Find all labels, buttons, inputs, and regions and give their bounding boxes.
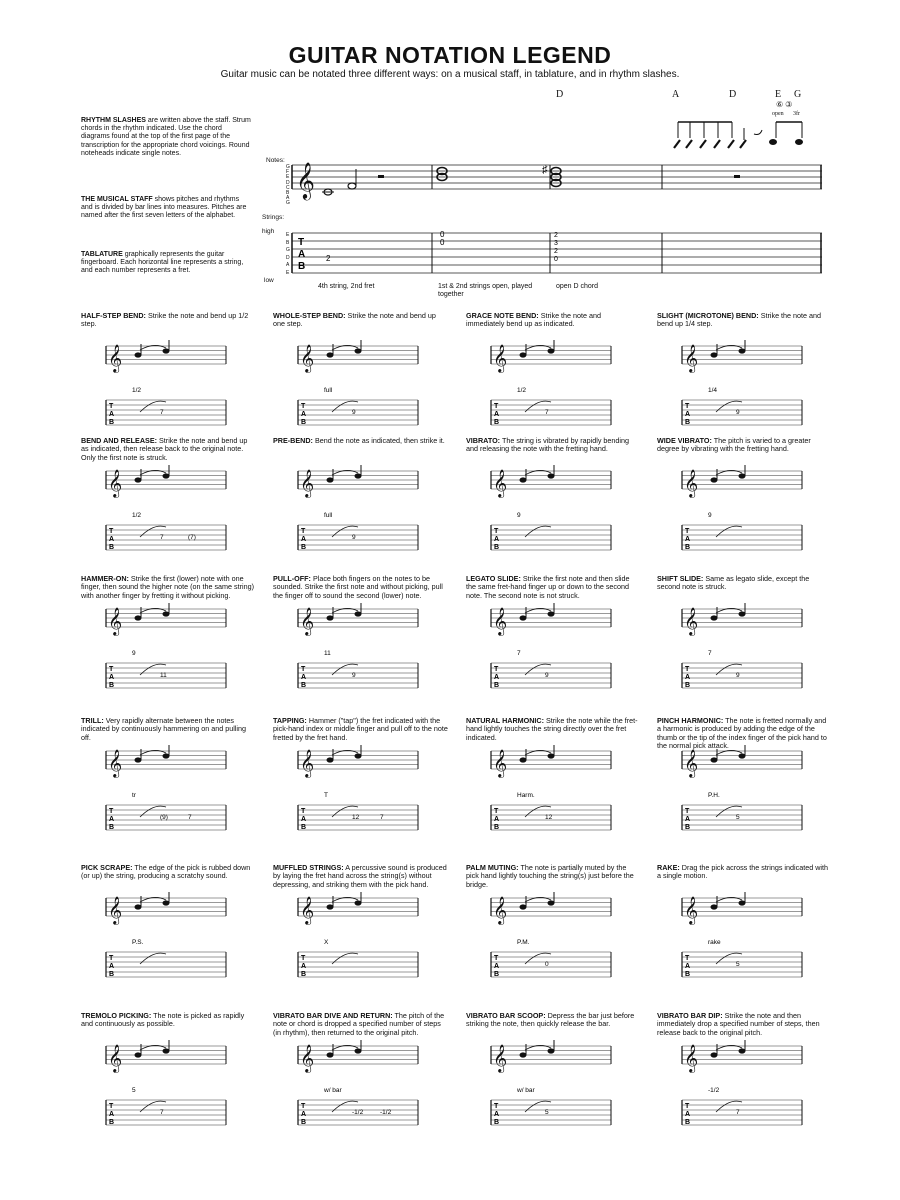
svg-text:B: B xyxy=(109,971,115,978)
string-numbers: ⑥ ③ xyxy=(776,100,793,109)
technique-description xyxy=(81,437,256,462)
notation-mark: 7 xyxy=(160,1109,164,1116)
notation-mark: rake xyxy=(708,939,721,946)
treble-clef-icon: 𝄞 xyxy=(108,1044,123,1072)
notation-mark: 9 xyxy=(545,672,549,679)
svg-text:B: B xyxy=(685,419,691,426)
technique-text: Very rapidly alternate between the notes indicated by continuously hammering on and pulling off. xyxy=(81,716,247,742)
svg-text:B: B xyxy=(109,419,115,426)
sidebar-text: graphically represents the guitar fingerboard. Each horizontal line represents a string, and each number represents a fret. xyxy=(81,251,244,275)
svg-text:A: A xyxy=(494,1111,500,1118)
notation-mark: 7 xyxy=(160,409,164,416)
technique-text: The note is fretted normally and a harmonic is produced by adding the edge of the thumb or the tip of the index finger of the pick hand to the normal pick attack. xyxy=(657,716,827,751)
technique-text: The pitch is varied to a greater degree by vibrating with the fretting hand. xyxy=(657,436,811,454)
notation-mark: 9 xyxy=(352,672,356,679)
svg-text:B: B xyxy=(685,1119,691,1126)
technique-term: WIDE VIBRATO: xyxy=(657,436,712,445)
technique-notation xyxy=(491,1042,616,1137)
svg-text:T: T xyxy=(494,955,499,962)
technique-description xyxy=(657,864,832,881)
note-letters: G F E D C B A G xyxy=(286,164,290,207)
svg-text:A: A xyxy=(109,411,115,418)
svg-text:A: A xyxy=(109,674,115,681)
svg-text:A: A xyxy=(301,674,307,681)
technique-notation xyxy=(298,1042,423,1137)
sidebar-term: TABLATURE xyxy=(81,251,123,258)
notation-mark: P.M. xyxy=(517,939,530,946)
svg-text:T: T xyxy=(301,955,306,962)
treble-clef-icon: 𝄞 xyxy=(300,749,315,777)
svg-text:A: A xyxy=(685,1111,691,1118)
page-subtitle: Guitar music can be notated three different ways: on a musical staff, in tablature, and in rhythm slashes. xyxy=(220,69,680,80)
treble-clef-icon: 𝄞 xyxy=(300,896,315,924)
notes-label: Notes: xyxy=(266,157,285,164)
svg-text:A: A xyxy=(494,536,500,543)
notation-mark: 5 xyxy=(132,1087,136,1094)
treble-clef-icon: 𝄞 xyxy=(684,607,699,635)
svg-text:B: B xyxy=(109,682,115,689)
technique-text: Strike the first (lower) note with one finger, then sound the higher note (on the same string) with another finger by fretting it without picking. xyxy=(81,574,255,600)
string-letters: E B G D A E xyxy=(286,232,290,276)
technique-notation xyxy=(298,467,423,562)
svg-text:T: T xyxy=(109,528,114,535)
technique-description xyxy=(273,437,448,445)
svg-text:B: B xyxy=(494,824,500,831)
technique-description xyxy=(81,575,256,600)
svg-text:A: A xyxy=(685,536,691,543)
treble-clef-icon: 𝄞 xyxy=(493,469,508,497)
notation-mark: 1/2 xyxy=(132,512,142,519)
svg-text:T: T xyxy=(301,528,306,535)
high-label: high xyxy=(262,228,275,235)
svg-text:T: T xyxy=(685,666,690,673)
svg-text:T: T xyxy=(494,403,499,410)
notation-mark: -1/2 xyxy=(352,1109,364,1116)
treble-clef-icon: 𝄞 xyxy=(493,344,508,372)
notation-mark: 7 xyxy=(188,814,192,821)
notation-mark: 11 xyxy=(160,672,167,679)
technique-term: TRILL: xyxy=(81,716,104,725)
svg-text:T: T xyxy=(301,666,306,673)
treble-clef-icon: 𝄞 xyxy=(684,896,699,924)
tab-number: 3 xyxy=(554,240,558,247)
treble-clef-icon: 𝄞 xyxy=(108,344,123,372)
notation-mark: 1/2 xyxy=(132,387,142,394)
sidebar-musical-staff xyxy=(81,196,251,221)
tab-number: 0 xyxy=(440,238,445,247)
svg-text:T: T xyxy=(685,808,690,815)
svg-text:B: B xyxy=(685,544,691,551)
treble-clef-icon: 𝄞 xyxy=(108,469,123,497)
technique-term: HALF-STEP BEND: xyxy=(81,311,146,320)
technique-notation xyxy=(298,342,423,437)
notation-mark: -1/2 xyxy=(380,1109,392,1116)
technique-notation xyxy=(682,605,807,700)
technique-term: VIBRATO BAR DIVE AND RETURN: xyxy=(273,1011,393,1020)
notation-mark: -1/2 xyxy=(708,1087,720,1094)
svg-text:T: T xyxy=(301,808,306,815)
svg-text:B: B xyxy=(301,824,307,831)
svg-text:A: A xyxy=(494,674,500,681)
technique-notation xyxy=(298,894,423,989)
treble-clef-icon: 𝄞 xyxy=(108,607,123,635)
svg-text:T: T xyxy=(685,528,690,535)
notation-mark: P.H. xyxy=(708,792,720,799)
svg-text:B: B xyxy=(685,824,691,831)
technique-text: Bend the note as indicated, then strike it. xyxy=(314,436,445,445)
chord-name-a: A xyxy=(672,89,680,100)
svg-text:A: A xyxy=(109,1111,115,1118)
main-staff-and-tab xyxy=(292,161,822,281)
svg-text:B: B xyxy=(109,544,115,551)
svg-text:B: B xyxy=(301,419,307,426)
technique-notation xyxy=(298,747,423,842)
technique-notation xyxy=(106,467,231,562)
treble-clef-icon: 𝄞 xyxy=(493,749,508,777)
notation-mark: 5 xyxy=(545,1109,549,1116)
sidebar-term: RHYTHM SLASHES xyxy=(81,117,146,124)
technique-term: PRE-BEND: xyxy=(273,436,313,445)
svg-text:T: T xyxy=(685,1103,690,1110)
svg-text:B: B xyxy=(685,971,691,978)
svg-text:A: A xyxy=(685,674,691,681)
notation-mark: 5 xyxy=(736,961,740,968)
technique-description xyxy=(466,1012,641,1029)
technique-notation xyxy=(298,605,423,700)
technique-text: Strike the note and bend up one step. xyxy=(273,311,436,329)
technique-notation xyxy=(491,894,616,989)
notation-mark: w/ bar xyxy=(517,1087,535,1094)
notation-mark: full xyxy=(324,387,333,394)
svg-text:B: B xyxy=(301,544,307,551)
tab-number: 0 xyxy=(440,230,445,239)
open-label: open xyxy=(772,111,784,117)
notation-mark: (9) xyxy=(160,814,168,821)
svg-text:A: A xyxy=(685,411,691,418)
notation-mark: 5 xyxy=(736,814,740,821)
svg-text:A: A xyxy=(298,249,306,260)
technique-term: PULL-OFF: xyxy=(273,574,311,583)
technique-notation xyxy=(491,747,616,842)
technique-notation xyxy=(491,605,616,700)
technique-term: RAKE: xyxy=(657,863,680,872)
caption-strings-open: 1st & 2nd strings open, played together xyxy=(438,283,533,298)
svg-text:T: T xyxy=(109,403,114,410)
treble-clef-icon: 𝄞 xyxy=(108,749,123,777)
technique-term: VIBRATO BAR SCOOP: xyxy=(466,1011,546,1020)
notation-mark: X xyxy=(324,939,329,946)
technique-description xyxy=(657,312,832,329)
treble-clef-icon: 𝄞 xyxy=(684,1044,699,1072)
technique-text: Strike the note and bend up 1/4 step. xyxy=(657,311,822,329)
svg-text:T: T xyxy=(685,955,690,962)
notation-mark: 9 xyxy=(736,672,740,679)
rhythm-slashes-graphic xyxy=(670,118,810,158)
svg-text:A: A xyxy=(301,816,307,823)
technique-term: WHOLE-STEP BEND: xyxy=(273,311,346,320)
treble-clef-icon: 𝄞 xyxy=(684,344,699,372)
notation-mark: P.S. xyxy=(132,939,144,946)
technique-term: TREMOLO PICKING: xyxy=(81,1011,152,1020)
technique-description xyxy=(81,717,256,742)
technique-term: BEND AND RELEASE: xyxy=(81,436,158,445)
technique-term: LEGATO SLIDE: xyxy=(466,574,521,583)
technique-description xyxy=(466,864,641,889)
tab-number: 0 xyxy=(554,256,558,263)
svg-text:B: B xyxy=(685,682,691,689)
technique-term: SLIGHT (MICROTONE) BEND: xyxy=(657,311,759,320)
svg-text:A: A xyxy=(494,411,500,418)
svg-text:B: B xyxy=(494,1119,500,1126)
notation-mark: 11 xyxy=(324,650,331,657)
technique-description xyxy=(466,312,641,329)
svg-text:B: B xyxy=(494,971,500,978)
notation-mark: 1/4 xyxy=(708,387,718,394)
technique-description xyxy=(657,1012,832,1037)
technique-text: Hammer ("tap") the fret indicated with the pick-hand index or middle finger and pull off to the note fretted by the fret hand. xyxy=(273,716,448,742)
treble-clef-icon: 𝄞 xyxy=(108,896,123,924)
svg-text:T: T xyxy=(301,1103,306,1110)
technique-notation xyxy=(106,342,231,437)
svg-text:B: B xyxy=(494,419,500,426)
technique-text: The string is vibrated by rapidly bending and releasing the note with the fretting hand. xyxy=(466,436,630,454)
svg-text:T: T xyxy=(301,403,306,410)
technique-description xyxy=(81,864,256,881)
technique-description xyxy=(466,717,641,742)
technique-description xyxy=(273,312,448,329)
technique-notation xyxy=(106,605,231,700)
technique-description xyxy=(273,1012,448,1037)
technique-text: The note is partially muted by the pick hand lightly touching the string(s) just before the bridge. xyxy=(466,863,634,889)
svg-text:A: A xyxy=(301,963,307,970)
notation-mark: 1/2 xyxy=(517,387,527,394)
technique-notation xyxy=(682,1042,807,1137)
technique-text: Drag the pick across the strings indicated with a single motion. xyxy=(657,863,828,881)
svg-text:A: A xyxy=(109,536,115,543)
notation-mark: T xyxy=(324,792,328,799)
svg-text:B: B xyxy=(494,544,500,551)
technique-text: Same as legato slide, except the second note is struck. xyxy=(657,574,810,592)
technique-term: PINCH HARMONIC: xyxy=(657,716,724,725)
technique-notation xyxy=(106,894,231,989)
notation-mark: 9 xyxy=(352,534,356,541)
svg-text:T: T xyxy=(109,955,114,962)
notation-mark: 9 xyxy=(517,512,521,519)
notation-mark: Harm. xyxy=(517,792,535,799)
technique-term: VIBRATO BAR DIP: xyxy=(657,1011,723,1020)
svg-text:A: A xyxy=(494,963,500,970)
technique-description xyxy=(466,437,641,454)
notation-mark: 7 xyxy=(708,650,712,657)
svg-text:A: A xyxy=(109,963,115,970)
svg-text:B: B xyxy=(301,971,307,978)
chord-name-d-2: D xyxy=(729,89,737,100)
notation-mark: 7 xyxy=(380,814,384,821)
svg-text:B: B xyxy=(494,682,500,689)
technique-text: Depress the bar just before striking the note, then quickly release the bar. xyxy=(466,1011,635,1029)
sidebar-tablature xyxy=(81,251,251,276)
technique-description xyxy=(273,575,448,600)
tab-number: 2 xyxy=(554,248,558,255)
technique-notation xyxy=(682,467,807,562)
sidebar-text: are written above the staff. Strum chords in the rhythm indicated. Use the chord diagrams found at the top of the first page of the transcription for the appropriate chord voicings. Round noteheads indicate single notes. xyxy=(81,117,251,157)
svg-text:A: A xyxy=(301,411,307,418)
page-title: GUITAR NOTATION LEGEND xyxy=(288,42,612,68)
sidebar-term: THE MUSICAL STAFF xyxy=(81,196,153,203)
technique-text: Strike the note and bend up 1/2 step. xyxy=(81,311,249,329)
notation-mark: w/ bar xyxy=(324,1087,342,1094)
notation-mark: 9 xyxy=(708,512,712,519)
fret-label: 3fr xyxy=(793,111,800,117)
low-label: low xyxy=(264,277,274,284)
technique-term: MUFFLED STRINGS: xyxy=(273,863,344,872)
strings-label: Strings: xyxy=(262,214,285,221)
svg-text:T: T xyxy=(109,666,114,673)
technique-notation xyxy=(682,894,807,989)
notation-mark: 0 xyxy=(545,961,549,968)
technique-term: PALM MUTING: xyxy=(466,863,519,872)
technique-text: Place both fingers on the notes to be sounded. Strike the first note and without picking, pull the finger off to sound the second (lower) note. xyxy=(273,574,443,600)
technique-notation xyxy=(106,1042,231,1137)
treble-clef-icon: 𝄞 xyxy=(493,896,508,924)
technique-term: PICK SCRAPE: xyxy=(81,863,133,872)
notation-mark: 9 xyxy=(352,409,356,416)
technique-text: Strike the note while the fret-hand lightly touches the string directly over the fret indicated. xyxy=(466,716,638,742)
technique-term: SHIFT SLIDE: xyxy=(657,574,704,583)
treble-clef-icon: 𝄞 xyxy=(300,344,315,372)
notation-mark: 7 xyxy=(736,1109,740,1116)
svg-text:B: B xyxy=(301,1119,307,1126)
treble-clef-icon: 𝄞 xyxy=(493,1044,508,1072)
svg-text:A: A xyxy=(685,816,691,823)
technique-text: Strike the first note and then slide the same fret-hand finger up or down to the second note. The second note is not struck. xyxy=(466,574,630,600)
notation-mark: 7 xyxy=(545,409,549,416)
notation-mark: 9 xyxy=(736,409,740,416)
treble-clef-icon: 𝄞 xyxy=(300,607,315,635)
technique-text: The pitch of the note or chord is dropped a specified number of steps (in rhythm), then returned to the original pitch. xyxy=(273,1011,445,1037)
treble-clef-icon: 𝄞 xyxy=(493,607,508,635)
technique-text: A percussive sound is produced by laying the fret hand across the string(s) without depressing, and striking them with the pick hand. xyxy=(273,863,447,889)
technique-notation xyxy=(491,467,616,562)
technique-term: VIBRATO: xyxy=(466,436,501,445)
chord-name-e: E xyxy=(775,89,782,100)
technique-description xyxy=(657,437,832,454)
technique-notation xyxy=(682,747,807,842)
technique-text: Strike the note and then immediately drop a specified number of steps, then release back to the original pitch. xyxy=(657,1011,820,1037)
tab-number: 2 xyxy=(326,254,331,263)
svg-text:T: T xyxy=(494,808,499,815)
svg-text:A: A xyxy=(301,536,307,543)
technique-description xyxy=(657,575,832,592)
treble-clef-icon: 𝄞 xyxy=(684,469,699,497)
notation-mark: 9 xyxy=(132,650,136,657)
technique-notation xyxy=(491,342,616,437)
notation-mark: 12 xyxy=(545,814,553,821)
technique-notation xyxy=(682,342,807,437)
svg-text:♯: ♯ xyxy=(542,164,548,176)
notation-mark: full xyxy=(324,512,333,519)
svg-text:T: T xyxy=(494,528,499,535)
svg-text:B: B xyxy=(298,261,306,272)
technique-text: Strike the note and immediately bend up as indicated. xyxy=(466,311,602,329)
svg-text:T: T xyxy=(109,808,114,815)
technique-description xyxy=(81,1012,256,1029)
technique-term: HAMMER-ON: xyxy=(81,574,129,583)
svg-text:T: T xyxy=(685,403,690,410)
caption-open-d: open D chord xyxy=(556,283,599,290)
technique-term: NATURAL HARMONIC: xyxy=(466,716,544,725)
technique-description xyxy=(273,717,448,742)
svg-text:T: T xyxy=(494,1103,499,1110)
svg-text:T: T xyxy=(494,666,499,673)
svg-text:T: T xyxy=(298,237,305,248)
technique-term: TAPPING: xyxy=(273,716,307,725)
chord-name-d: D xyxy=(556,89,564,100)
technique-description xyxy=(81,312,256,329)
svg-text:A: A xyxy=(685,963,691,970)
tab-number: 2 xyxy=(554,232,558,239)
caption-4th-string: 4th string, 2nd fret xyxy=(318,283,375,290)
svg-text:B: B xyxy=(109,1119,115,1126)
sidebar-rhythm-slashes xyxy=(81,117,251,158)
treble-clef-icon: 𝄞 xyxy=(300,469,315,497)
treble-clef-icon: 𝄞 xyxy=(684,749,699,777)
technique-description xyxy=(466,575,641,600)
svg-text:T: T xyxy=(109,1103,114,1110)
notation-mark: 7 xyxy=(517,650,521,657)
svg-text:A: A xyxy=(494,816,500,823)
technique-notation xyxy=(106,747,231,842)
technique-text: The edge of the pick is rubbed down (or up) the string, producing a scratchy sound. xyxy=(81,863,251,881)
notation-mark: (7) xyxy=(188,534,196,541)
svg-text:A: A xyxy=(301,1111,307,1118)
technique-text: Strike the note and bend up as indicated, then release back to the original note. Only the first note is struck. xyxy=(81,436,248,462)
technique-description xyxy=(273,864,448,889)
notation-mark: tr xyxy=(132,792,136,799)
technique-term: GRACE NOTE BEND: xyxy=(466,311,539,320)
svg-text:B: B xyxy=(109,824,115,831)
svg-text:A: A xyxy=(109,816,115,823)
sidebar-text: shows pitches and rhythms and is divided by bar lines into measures. Pitches are named after the first seven letters of the alphabet. xyxy=(81,196,247,220)
notation-mark: 12 xyxy=(352,814,360,821)
svg-text:B: B xyxy=(301,682,307,689)
technique-text: The note is picked as rapidly and continuously as possible. xyxy=(81,1011,245,1029)
treble-clef-icon: 𝄞 xyxy=(300,1044,315,1072)
treble-clef-icon: 𝄞 xyxy=(296,161,315,199)
notation-mark: 7 xyxy=(160,534,164,541)
chord-name-g: G xyxy=(794,89,802,100)
